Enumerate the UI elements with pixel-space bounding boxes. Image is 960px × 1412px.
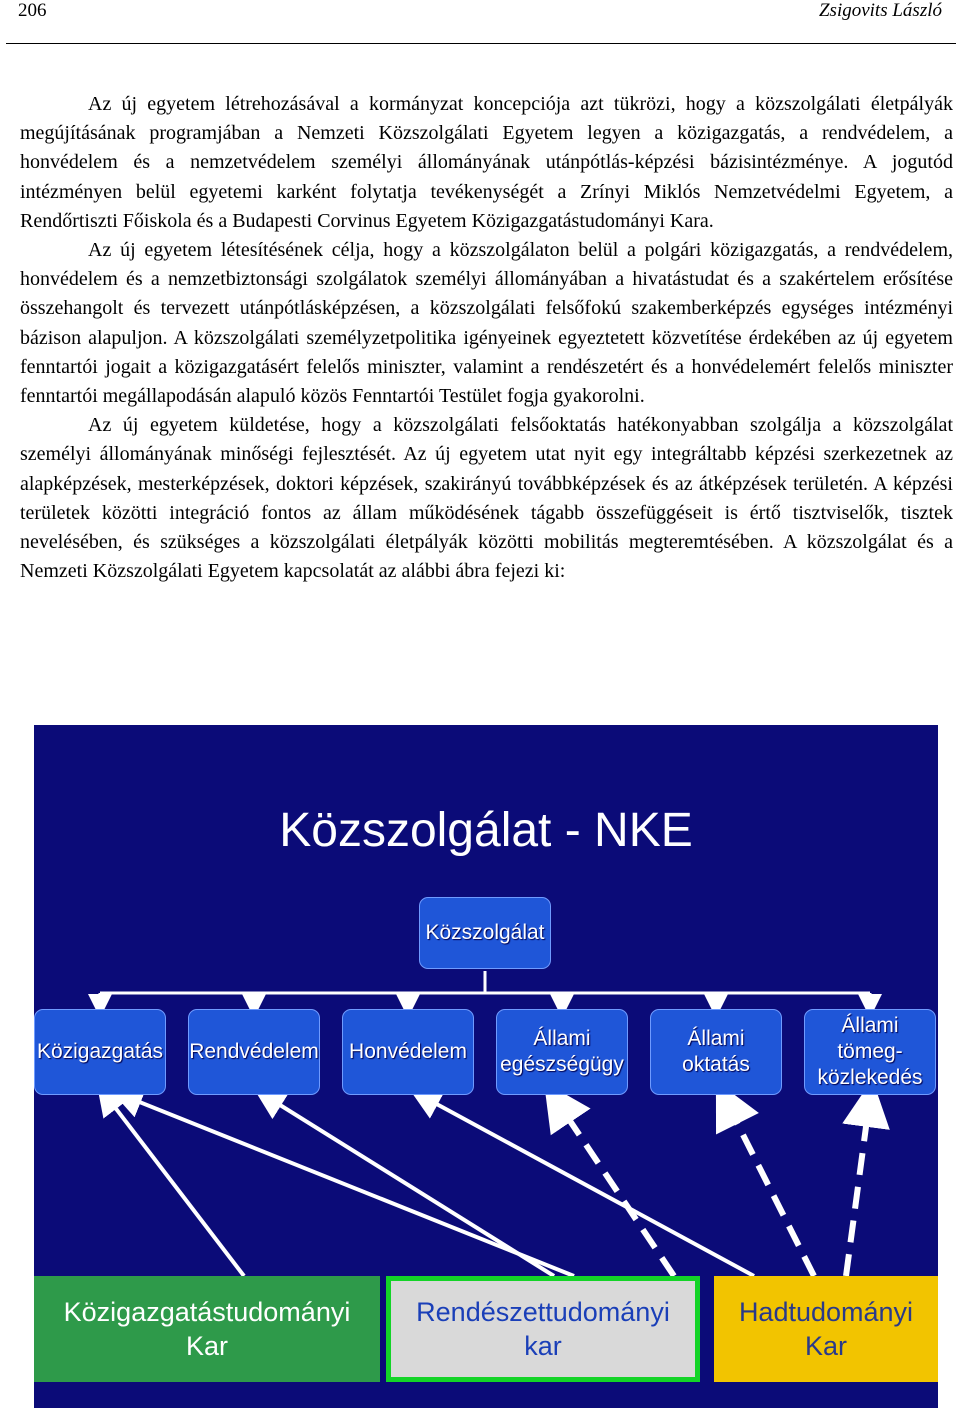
paragraph-1: Az új egyetem létrehozásával a kormányzat koncepciója azt tükrözi, hogy a közszolgálati életpályák megújításának programjában a Nemzeti Közszolgálati Egyetem legyen a közigazgatás, a rendvédelem, a honvédelem és a nemzetvédelem személyi állományának utánpótlás-képzési bázisintézménye. A jogutód intézményen belül egyetemi karként folytatja tevékenységét a Zrínyi Miklós Nemzetvédelmi Egyetem, a Rendőrtiszti Főiskola és a Budapesti Corvinus Egyetem Közigazgatástudományi Kara.	[20, 93, 953, 232]
dashed-arrow-kozlekedes	[846, 1097, 870, 1276]
arrow-rend-kozig	[122, 1095, 574, 1276]
dashed-arrow-egeszseg	[554, 1097, 674, 1276]
branch-box-kozigazgatas: Közigazgatás	[34, 1009, 166, 1095]
arrow-rend-rend	[264, 1095, 554, 1276]
body-text	[20, 90, 953, 586]
paragraph-3: Az új egyetem küldetése, hogy a közszolgálati felsőoktatás hatékonyabban szolgálja a közszolgálat személyi állományának minőségi fejlesztését. Az új egyetem utat nyit egy integráltabb képzési szerkezetnek az alapképzések, mesterképzések, doktori képzések, szakirányú továbbképzések és az átképzések területén. A képzési területek közötti integráció fontos az állam működésének tágabb összefüggéseit is értő tisztviselők, tisztek nevelésében, és szükséges a közszolgálati életpályák közötti mobilitás megteremtésében. A közszolgálat és a Nemzeti Közszolgálati Egyetem kapcsolatát az alábbi ábra fejezi ki:	[20, 414, 953, 583]
arrow-kozig-main	[100, 1095, 184, 1276]
arrow-kozig	[102, 1095, 174, 1276]
faculty-row	[34, 1276, 938, 1408]
branch-box-tomegkozlekedes: Állami tömeg- közlekedés	[804, 1009, 936, 1095]
arrow-had-hon	[420, 1095, 754, 1276]
faculty-box-rendeszet: Rendészettudományi kar	[386, 1276, 700, 1382]
branch-box-egeszsegugy: Állami egészségügy	[496, 1009, 628, 1095]
page-number: 206	[18, 0, 47, 21]
page-header	[18, 0, 942, 40]
paragraph-2: Az új egyetem létesítésének célja, hogy a közszolgálaton belül a polgári közigazgatás, a rendvédelem, honvédelem és a nemzetbiztonsági szolgálatok személyi állományában a hivatástudat és a szakértelem erősítése összehangolt és tervezett utánpótlásképzésen, a közszolgálati felsőfokú szakemberképzés egységes intézményi bázison alapuljon. A közszolgálati személyzetpolitika igényeinek egyeztetett közvetítése érdekében az új egyetem fenntartói jogait a közigazgatásért felelős miniszter, valamint a rendészetért és a honvédelemért felelős miniszter fenntartói megállapodásán alapuló közös Fenntartói Testület fogja gyakorolni.	[20, 239, 953, 408]
branch-box-honvedelem: Honvédelem	[342, 1009, 474, 1095]
diagram-title: Közszolgálat - NKE	[279, 804, 693, 857]
faculty-box-hadtudomanyi: Hadtudományi Kar	[714, 1276, 938, 1382]
root-box: Közszolgálat	[419, 897, 551, 969]
arrow-kozig-1	[104, 1093, 244, 1276]
branch-box-oktatas: Állami oktatás	[650, 1009, 782, 1095]
dashed-arrow-oktatas	[724, 1097, 814, 1276]
branch-box-rendvedelem: Rendvédelem	[188, 1009, 320, 1095]
faculty-box-kozig: Közigazgatástudományi Kar	[34, 1276, 380, 1382]
header-rule	[6, 43, 956, 44]
running-author: Zsigovits László	[818, 0, 942, 21]
